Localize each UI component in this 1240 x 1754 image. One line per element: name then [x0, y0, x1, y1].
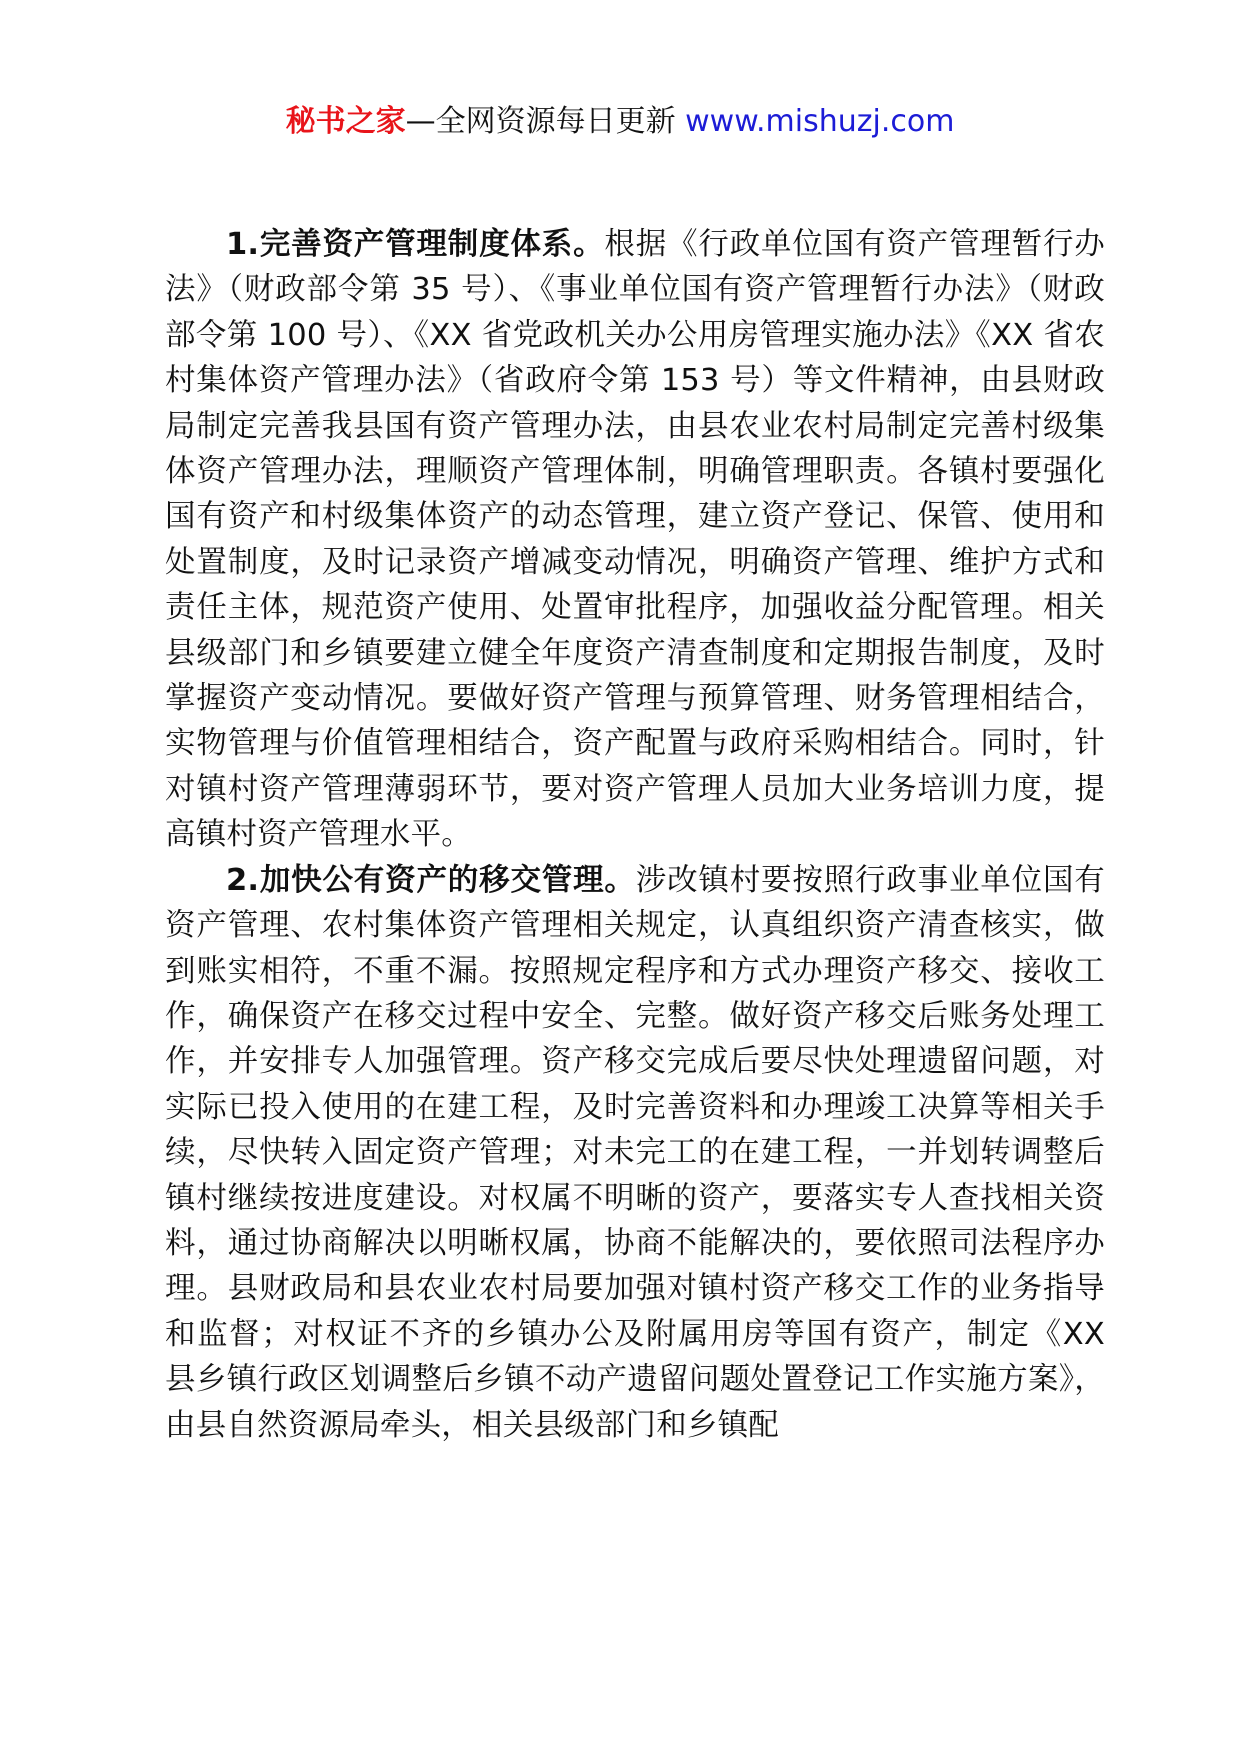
paragraph-1: [165, 222, 1105, 858]
document-body: [165, 222, 1105, 1448]
paragraph-1-heading: 1.完善资产管理制度体系。: [226, 227, 605, 262]
header-url-link[interactable]: www.mishuzj.com: [685, 104, 955, 139]
brand-name: 秘书之家: [285, 104, 406, 139]
header-tagline: —全网资源每日更新: [405, 104, 686, 139]
paragraph-2: [165, 858, 1105, 1448]
paragraph-1-text: 根据《行政单位国有资产管理暂行办法》（财政部令第 35 号）、《事业单位国有资产管理暂行办法》（财政部令第 100 号）、《XX 省党政机关办公用房管理实施办法》《XX 省农村集体资产管理办法》（省政府令第 153 号）等文件精神，由县财政局制定完善我县国有资产管理办法，由县农业农村局制定完善村级集体资产管理办法，理顺资产管理体制，明确管理职责。各镇村要强化国有资产和村级集体资产的动态管理，建立资产登记、保管、使用和处置制度，及时记录资产增减变动情况，明确资产管理、维护方式和责任主体，规范资产使用、处置审批程序，加强收益分配管理。相关县级部门和乡镇要建立健全年度资产清查制度和定期报告制度，及时掌握资产变动情况。要做好资产管理与预算管理、财务管理相结合，实物管理与价值管理相结合，资产配置与政府采购相结合。同时，针对镇村资产管理薄弱环节，要对资产管理人员加大业务培训力度，提高镇村资产管理水平。: [165, 227, 1105, 853]
paragraph-2-heading: 2.加快公有资产的移交管理。: [226, 862, 636, 898]
page-header: [0, 102, 1240, 142]
paragraph-2-text: 涉改镇村要按照行政事业单位国有资产管理、农村集体资产管理相关规定，认真组织资产清查核实，做到账实相符，不重不漏。按照规定程序和方式办理资产移交、接收工作，确保资产在移交过程中安全、完整。做好资产移交后账务处理工作，并安排专人加强管理。资产移交完成后要尽快处理遗留问题，对实际已投入使用的在建工程，及时完善资料和办理竣工决算等相关手续，尽快转入固定资产管理；对未完工的在建工程，一并划转调整后镇村继续按进度建设。对权属不明晰的资产，要落实专人查找相关资料，通过协商解决以明晰权属，协商不能解决的，要依照司法程序办理。县财政局和县农业农村局要加强对镇村资产移交工作的业务指导和监督；对权证不齐的乡镇办公及附属用房等国有资产，制定《XX 县乡镇行政区划调整后乡镇不动产遗留问题处置登记工作实施方案》，由县自然资源局牵头，相关县级部门和乡镇配: [165, 862, 1106, 1443]
